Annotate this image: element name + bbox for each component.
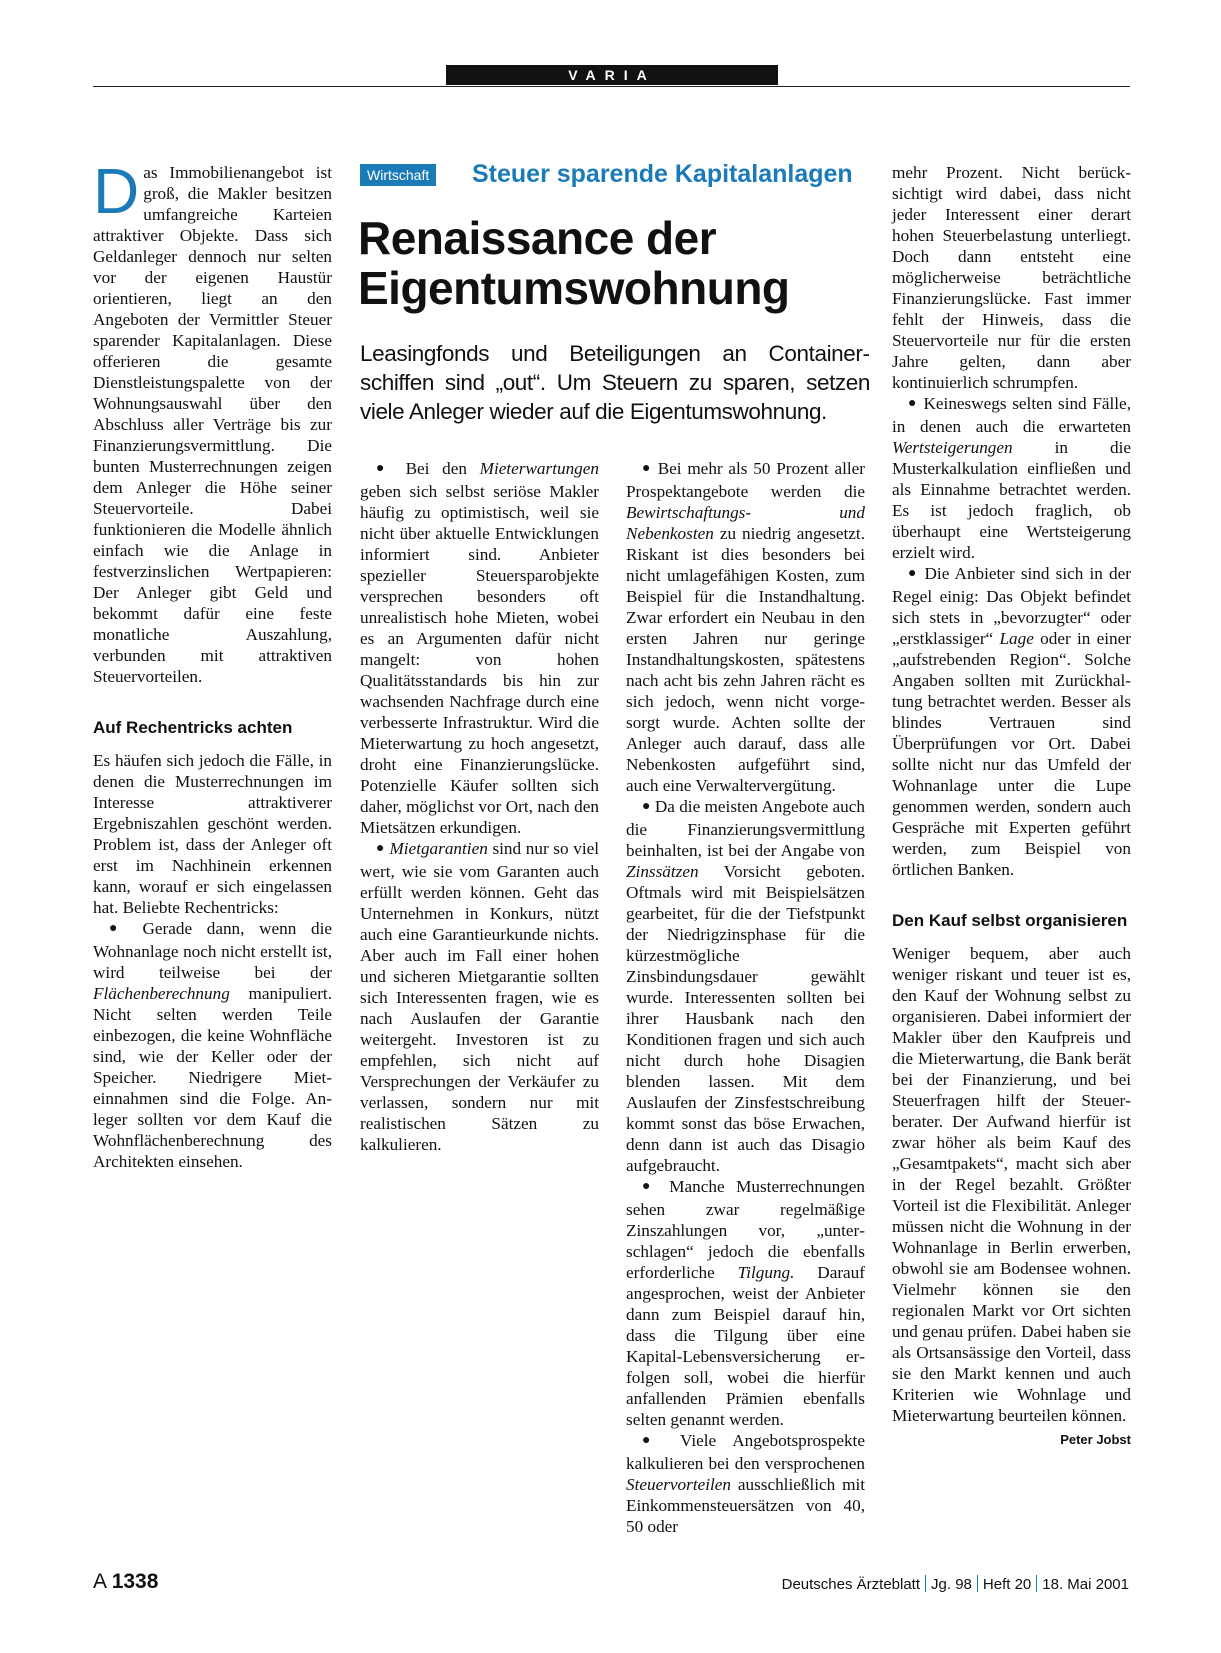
bullet-icon: ● bbox=[642, 1179, 658, 1194]
bullet-paragraph: ● Da die meisten Angebote auch die Finanzierungsvermittlung beinhalten, ist bei der Angabe von Zinssätzen Vorsicht geboten. Oftmals wird mit Beispielsätzen gearbeitet, für die der Tiefstpunkt der Niedrigzinsphase für die kürzestmögliche Zinsbindungsdauer gewählt wurde. Interessenten sollten bei ihrer Hausbank nach den Konditionen fragen und sich auch nicht durch hohe Disagien blenden lassen. Mit dem Auslaufen der Zinsfestschreibung kommt sonst das böse Erwachen, denn dann ist auch das Disagio aufgebraucht. bbox=[626, 797, 865, 1175]
page-number bbox=[93, 1570, 158, 1594]
kicker-title: Steuer sparende Kapitalanlagen bbox=[472, 160, 853, 188]
headline-line-2: Eigentumswohnung bbox=[358, 262, 790, 314]
bullet-paragraph: ● Gerade dann, wenn die Wohnanlage noch nicht erstellt ist, wird teilweise bei der Flächenberechnung manipuliert. Nicht selten werden Teile einbezogen, die keine Wohnfläche sind, wie der Keller oder der Speicher. Niedrigere Mieteinnahmen sind die Folge. Anleger sollten vor dem Kauf die Wohnflächenberechnung des Architekten einsehen. bbox=[93, 919, 332, 1171]
column-2 bbox=[360, 458, 599, 1155]
paragraph: Es häufen sich jedoch die Fälle, in denen die Musterrechnungen im Interesse attraktiverer Ergebniszahlen geschönt werden. Problem ist, dass der Anleger oft erst im Nachhinein erkennen kann, worauf er sich eingelassen hat. Beliebte Rechentricks: bbox=[93, 751, 332, 917]
header-rule bbox=[93, 86, 1130, 87]
date: 18. Mai 2001 bbox=[1042, 1576, 1129, 1593]
bullet-icon: ● bbox=[376, 461, 393, 476]
headline bbox=[358, 213, 878, 313]
paragraph: mehr Prozent. Nicht berücksichtigt wird dabei, dass nicht jeder Interessent einer derart hohen Steuerbelastung unterliegt. Doch dann entsteht eine möglicherweise beträchtliche Finanzierungslücke. Fast immer fehlt der Hinweis, dass die Steuervorteile nur für die ersten Jahre gelten, dann aber kontinuierlich schrumpfen. bbox=[892, 163, 1131, 392]
category-tag: Wirtschaft bbox=[360, 164, 436, 186]
separator bbox=[925, 1575, 926, 1592]
bullet-icon: ● bbox=[376, 841, 385, 856]
bullet-paragraph: ● Bei den Mieterwartungen geben sich selbst seriöse Makler häufig zu optimistisch, weil sie nicht über aktuelle Entwicklungen informiert sind. Anbieter spezieller Steuersparobjekte versprechen besonders oft unrealistisch hohe Mieten, wobei es an Argumenten dafür nicht mangelt: von hohen Qualitätsstandards bis hin zur wachsenden Nachfrage durch eine verbesserte Infrastruktur. Wird die Mieterwartung zu hoch angesetzt, droht eine Finanzierungslücke. Potenzielle Käufer sollten sich daher, möglichst vor Ort, nach den Mietsätzen erkundigen. bbox=[360, 459, 599, 837]
separator bbox=[1036, 1575, 1037, 1592]
paragraph: Weniger bequem, aber auch weniger riskant und teuer ist es, den Kauf der Wohnung selbst zu organisieren. Dabei informiert der Makler über den Kaufpreis und die Mieterwartung, die Bank berät bei der Finanzierung, und bei Steuerfragen hilft der Steuerberater. Der Aufwand hierfür ist zwar höher als beim Kauf des „Gesamtpakets“, macht sich aber in der Regel bezahlt. Größter Vorteil ist die Flexibilität. Anleger müssen nicht die Wohnung in der Wohnanlage in Berlin erwerben, obwohl sie am Bodensee wohnen. Vielmehr können sie den regionalen Markt vor Ort sichten und genau prüfen. Dabei haben sie als Ortsansässige den Vorteil, dass sie den Markt kennen und auch Kriterien wie Wohnlage und Mieterwartung beurteilen können. Peter Jobst bbox=[892, 943, 1131, 1426]
journal-name: Deutsches Ärzteblatt bbox=[781, 1576, 921, 1593]
headline-line-1: Renaissance der bbox=[358, 212, 717, 264]
bullet-paragraph: ● Keineswegs selten sind Fälle, in denen auch die erwarteten Wertsteigerungen in die Musterkalkulation einfließen und als Einnahme betrachtet werden. Es ist jedoch fraglich, ob überhaupt eine Wertsteigerung erzielt wird. bbox=[892, 394, 1131, 562]
column-3 bbox=[626, 458, 865, 1537]
bullet-icon: ● bbox=[109, 921, 128, 936]
bullet-icon: ● bbox=[908, 566, 919, 581]
author-name: Peter Jobst bbox=[1060, 1432, 1131, 1447]
bullet-paragraph: ● Die Anbieter sind sich in der Regel einig: Das Objekt befindet sich stets in „bevorzugter“ oder „erstklassiger“ Lage oder in einer „aufstrebenden Region“. Solche Angaben sollten mit Zurückhaltung betrachtet werden. Besser als blindes Vertrauen sind Überprüfungen vor Ort. Dabei sollte nicht nur das Umfeld der Wohnanlage unter die Lupe genommen werden, sondern auch Gespräche mit Experten geführt werden, zum Beispiel von örtlichen Banken. bbox=[892, 564, 1131, 879]
subheading-rechentricks: Auf Rechentricks achten bbox=[93, 718, 293, 737]
volume: Jg. 98 bbox=[931, 1576, 972, 1593]
bullet-icon: ● bbox=[642, 461, 652, 476]
bullet-icon: ● bbox=[908, 396, 918, 411]
bullet-paragraph: ● Manche Musterrechnungen sehen zwar regelmäßige Zinszahlungen vor, „unterschlagen“ jedoch die ebenfalls erforderliche Tilgung. Darauf angesprochen, weist der Anbieter dann zum Beispiel darauf hin, dass die Tilgung über eine Kapital-Lebensversicherung erfolgen soll, wobei die hierfür anfallenden Prämien ebenfalls selten genannt werden. bbox=[626, 1177, 865, 1429]
issue: Heft 20 bbox=[982, 1576, 1032, 1593]
bullet-paragraph: ● Bei mehr als 50 Prozent aller Prospektangebote werden die Bewirtschaftungs- und Nebenkosten zu niedrig angesetzt. Riskant ist dies besonders bei nicht umlagefähigen Kosten, zum Beispiel für die Instandhaltung. Zwar erfordert ein Neubau in den ersten Jahren nur geringe Instandhaltungskosten, spätestens nach acht bis zehn Jahren rächt es sich jedoch, wenn nicht vorgesorgt wurde. Achten sollte der Anleger auch darauf, dass alle Nebenkosten aufgeführt sind, auch eine Verwaltervergütung. bbox=[626, 459, 865, 795]
bullet-paragraph: ● Viele Angebotsprospekte kalkulieren bei den versprochenen Steuervorteilen ausschließlich mit Einkommensteuersätzen von 40, 50 oder bbox=[626, 1431, 865, 1536]
journal-info bbox=[782, 1575, 1129, 1593]
bullet-paragraph: ● Mietgarantien sind nur so viel wert, wie sie vom Garanten auch erfüllt werden können. Geht das Unternehmen in Konkurs, nützt auch eine Garantieurkunde nichts. Aber auch im Fall einer hohen und sicheren Mietgarantie sollten sich Interessenten fragen, wie es nach Auslaufen der Garantie weitergeht. Investoren ist zu empfehlen, sich nicht auf Versprechungen der Verkäufer zu verlassen, sondern nur mit realistischen Sätzen zu kalkulieren. bbox=[360, 839, 600, 1154]
lead-paragraph: Leasingfonds und Beteiligungen an Containerschiffen sind „out“. Um Steuern zu sparen, setzen viele Anleger wieder auf die Eigentumswohnung. bbox=[360, 341, 870, 424]
page-prefix: A bbox=[93, 1570, 106, 1593]
page-number-value: 1338 bbox=[111, 1570, 159, 1593]
column-1 bbox=[93, 155, 332, 1172]
separator bbox=[977, 1575, 978, 1592]
column-4 bbox=[892, 162, 1131, 1450]
drop-cap: D bbox=[93, 155, 140, 227]
bullet-icon: ● bbox=[642, 799, 651, 814]
intro-text: as Immobilienangebot ist groß, die Makler besitzen umfangreiche Karteien attraktiver Objekte. Dass sich Geldanleger dennoch nur selten vor der eigenen Haustür orientieren, liegt an den Angeboten der Vermittler Steuer sparender Kapitalanlagen. Diese offerieren die gesamte Dienstleistungspalette von der Wohnungsauswahl über den Abschluss aller Verträge bis zur Finanzierungsvermittlung. Die bunten Musterrechnungen zeigen dem Anleger die Höhe seiner Steuervorteile. Dabei funktionieren die Modelle ähnlich einfach wie die Anlage in festverzinslichen Wertpapieren: Der Anleger gibt Geld und bekommt dafür eine feste monatliche Auszahlung, verbunden mit attraktiven Steuervorteilen. bbox=[93, 163, 332, 686]
bullet-icon: ● bbox=[642, 1433, 664, 1448]
intro-paragraph bbox=[93, 155, 332, 687]
section-label: VARIA bbox=[446, 65, 778, 85]
subheading-kauf: Den Kauf selbst organisieren bbox=[892, 911, 1128, 930]
